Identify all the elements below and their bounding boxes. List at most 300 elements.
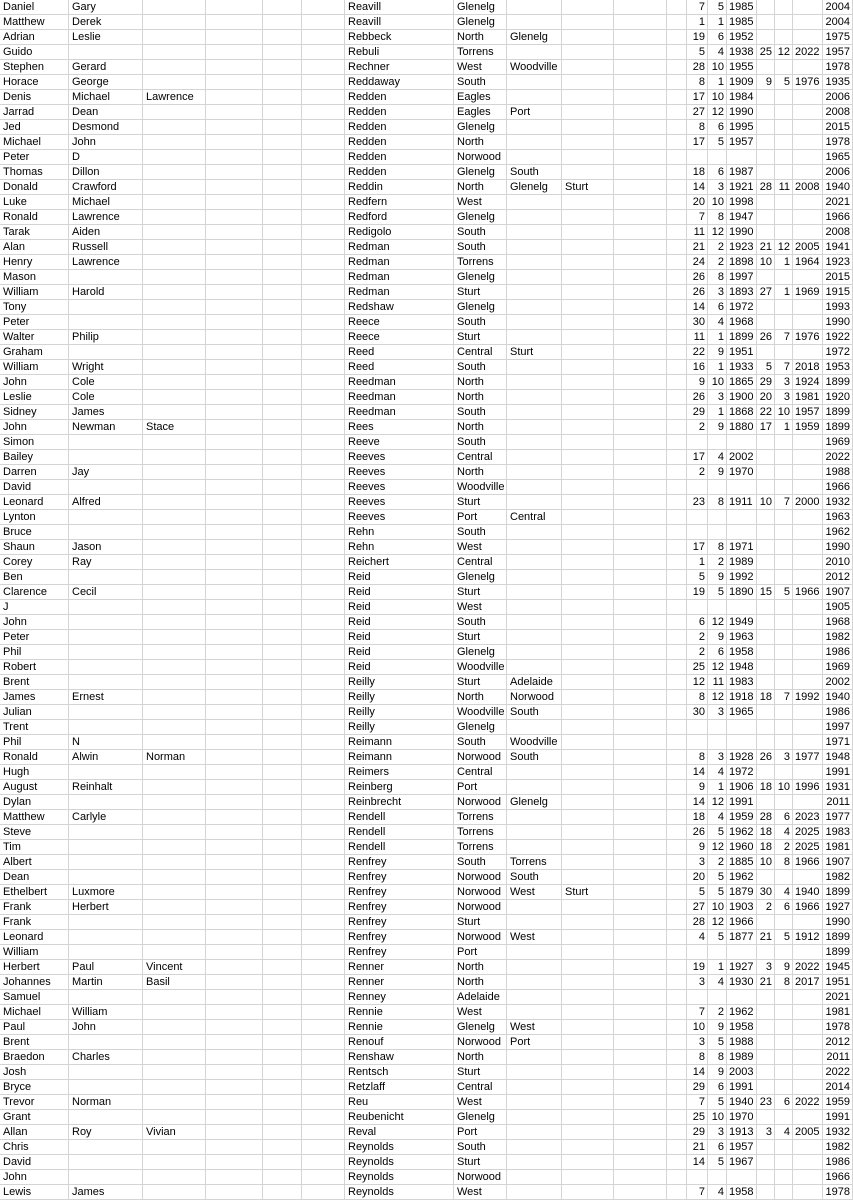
death-day-cell[interactable]: 30	[757, 885, 775, 900]
empty-cell[interactable]	[667, 675, 687, 690]
club-cell[interactable]: South	[454, 1140, 507, 1155]
death-year-cell[interactable]	[793, 555, 823, 570]
club-3-cell[interactable]	[562, 675, 614, 690]
debut-year-cell[interactable]: 2006	[823, 90, 853, 105]
middle-name-cell[interactable]: Gerard	[69, 60, 143, 75]
middle-name-cell[interactable]	[69, 705, 143, 720]
first-name-cell[interactable]: Ronald	[0, 750, 69, 765]
third-name-cell[interactable]	[143, 810, 206, 825]
empty-cell[interactable]	[667, 165, 687, 180]
death-month-cell[interactable]	[775, 315, 793, 330]
birth-month-cell[interactable]: 5	[708, 930, 727, 945]
empty-cell[interactable]	[302, 615, 345, 630]
first-name-cell[interactable]: Dean	[0, 870, 69, 885]
empty-cell[interactable]	[667, 1095, 687, 1110]
surname-cell[interactable]: Rees	[345, 420, 454, 435]
third-name-cell[interactable]	[143, 885, 206, 900]
death-year-cell[interactable]: 2000	[793, 495, 823, 510]
death-year-cell[interactable]	[793, 270, 823, 285]
death-day-cell[interactable]	[757, 660, 775, 675]
first-name-cell[interactable]: Lewis	[0, 1185, 69, 1200]
surname-cell[interactable]: Reeves	[345, 450, 454, 465]
club-2-cell[interactable]	[507, 240, 562, 255]
middle-name-cell[interactable]	[69, 525, 143, 540]
empty-cell[interactable]	[302, 960, 345, 975]
club-3-cell[interactable]	[562, 105, 614, 120]
middle-name-cell[interactable]	[69, 270, 143, 285]
birth-day-cell[interactable]: 2	[687, 645, 708, 660]
club-2-cell[interactable]	[507, 1185, 562, 1200]
club-3-cell[interactable]	[562, 1005, 614, 1020]
middle-name-cell[interactable]	[69, 345, 143, 360]
empty-cell[interactable]	[614, 60, 667, 75]
club-2-cell[interactable]	[507, 405, 562, 420]
death-month-cell[interactable]	[775, 570, 793, 585]
debut-year-cell[interactable]: 2021	[823, 195, 853, 210]
birth-day-cell[interactable]: 28	[687, 915, 708, 930]
birth-month-cell[interactable]	[708, 525, 727, 540]
debut-year-cell[interactable]: 1899	[823, 885, 853, 900]
birth-month-cell[interactable]: 4	[708, 810, 727, 825]
empty-cell[interactable]	[206, 690, 263, 705]
club-3-cell[interactable]	[562, 195, 614, 210]
birth-year-cell[interactable]: 1899	[727, 330, 757, 345]
empty-cell[interactable]	[206, 105, 263, 120]
death-month-cell[interactable]	[775, 105, 793, 120]
empty-cell[interactable]	[263, 825, 302, 840]
first-name-cell[interactable]: Darren	[0, 465, 69, 480]
death-month-cell[interactable]	[775, 1185, 793, 1200]
death-month-cell[interactable]: 8	[775, 975, 793, 990]
empty-cell[interactable]	[614, 765, 667, 780]
birth-year-cell[interactable]: 1938	[727, 45, 757, 60]
empty-cell[interactable]	[206, 660, 263, 675]
club-3-cell[interactable]	[562, 645, 614, 660]
birth-month-cell[interactable]	[708, 945, 727, 960]
debut-year-cell[interactable]: 1969	[823, 660, 853, 675]
birth-day-cell[interactable]: 17	[687, 450, 708, 465]
empty-cell[interactable]	[206, 540, 263, 555]
death-month-cell[interactable]	[775, 435, 793, 450]
birth-day-cell[interactable]: 18	[687, 165, 708, 180]
club-2-cell[interactable]	[507, 915, 562, 930]
middle-name-cell[interactable]: Norman	[69, 1095, 143, 1110]
death-month-cell[interactable]: 1	[775, 420, 793, 435]
middle-name-cell[interactable]: Harold	[69, 285, 143, 300]
debut-year-cell[interactable]: 2015	[823, 270, 853, 285]
first-name-cell[interactable]: Ben	[0, 570, 69, 585]
birth-month-cell[interactable]: 10	[708, 375, 727, 390]
middle-name-cell[interactable]	[69, 945, 143, 960]
empty-cell[interactable]	[206, 330, 263, 345]
death-day-cell[interactable]	[757, 615, 775, 630]
death-year-cell[interactable]: 2025	[793, 825, 823, 840]
death-year-cell[interactable]	[793, 540, 823, 555]
club-3-cell[interactable]	[562, 540, 614, 555]
empty-cell[interactable]	[263, 345, 302, 360]
third-name-cell[interactable]	[143, 435, 206, 450]
club-2-cell[interactable]	[507, 360, 562, 375]
birth-month-cell[interactable]	[708, 1170, 727, 1185]
death-month-cell[interactable]: 12	[775, 240, 793, 255]
middle-name-cell[interactable]	[69, 1140, 143, 1155]
middle-name-cell[interactable]	[69, 765, 143, 780]
debut-year-cell[interactable]: 1951	[823, 975, 853, 990]
debut-year-cell[interactable]: 2008	[823, 105, 853, 120]
empty-cell[interactable]	[206, 1035, 263, 1050]
club-3-cell[interactable]	[562, 705, 614, 720]
birth-day-cell[interactable]: 14	[687, 180, 708, 195]
death-year-cell[interactable]: 1959	[793, 420, 823, 435]
birth-month-cell[interactable]: 9	[708, 465, 727, 480]
debut-year-cell[interactable]: 1899	[823, 375, 853, 390]
surname-cell[interactable]: Reu	[345, 1095, 454, 1110]
death-month-cell[interactable]	[775, 1170, 793, 1185]
empty-cell[interactable]	[302, 30, 345, 45]
surname-cell[interactable]: Reid	[345, 585, 454, 600]
club-cell[interactable]: North	[454, 180, 507, 195]
club-cell[interactable]: West	[454, 1185, 507, 1200]
club-3-cell[interactable]	[562, 165, 614, 180]
club-2-cell[interactable]	[507, 75, 562, 90]
empty-cell[interactable]	[667, 450, 687, 465]
empty-cell[interactable]	[667, 825, 687, 840]
club-cell[interactable]: Sturt	[454, 285, 507, 300]
birth-day-cell[interactable]: 26	[687, 825, 708, 840]
empty-cell[interactable]	[667, 795, 687, 810]
birth-year-cell[interactable]: 1963	[727, 630, 757, 645]
club-cell[interactable]: Sturt	[454, 330, 507, 345]
birth-month-cell[interactable]: 8	[708, 495, 727, 510]
empty-cell[interactable]	[206, 405, 263, 420]
third-name-cell[interactable]	[143, 615, 206, 630]
debut-year-cell[interactable]: 1978	[823, 135, 853, 150]
death-year-cell[interactable]	[793, 150, 823, 165]
death-month-cell[interactable]: 5	[775, 930, 793, 945]
third-name-cell[interactable]	[143, 570, 206, 585]
third-name-cell[interactable]: Vivian	[143, 1125, 206, 1140]
debut-year-cell[interactable]: 1990	[823, 540, 853, 555]
debut-year-cell[interactable]: 1940	[823, 180, 853, 195]
club-3-cell[interactable]	[562, 690, 614, 705]
birth-month-cell[interactable]: 4	[708, 450, 727, 465]
third-name-cell[interactable]	[143, 840, 206, 855]
empty-cell[interactable]	[302, 390, 345, 405]
birth-day-cell[interactable]: 7	[687, 1005, 708, 1020]
empty-cell[interactable]	[263, 255, 302, 270]
birth-day-cell[interactable]: 25	[687, 1110, 708, 1125]
death-day-cell[interactable]: 9	[757, 75, 775, 90]
death-year-cell[interactable]: 2005	[793, 1125, 823, 1140]
empty-cell[interactable]	[206, 975, 263, 990]
empty-cell[interactable]	[302, 270, 345, 285]
club-cell[interactable]: Port	[454, 945, 507, 960]
middle-name-cell[interactable]: Martin	[69, 975, 143, 990]
club-3-cell[interactable]	[562, 870, 614, 885]
death-month-cell[interactable]: 3	[775, 750, 793, 765]
club-cell[interactable]: Norwood	[454, 885, 507, 900]
middle-name-cell[interactable]	[69, 930, 143, 945]
middle-name-cell[interactable]	[69, 45, 143, 60]
death-day-cell[interactable]	[757, 600, 775, 615]
empty-cell[interactable]	[614, 1065, 667, 1080]
first-name-cell[interactable]: Stephen	[0, 60, 69, 75]
death-year-cell[interactable]	[793, 705, 823, 720]
club-2-cell[interactable]: Central	[507, 510, 562, 525]
debut-year-cell[interactable]: 1978	[823, 1185, 853, 1200]
surname-cell[interactable]: Reece	[345, 315, 454, 330]
empty-cell[interactable]	[263, 855, 302, 870]
empty-cell[interactable]	[206, 960, 263, 975]
club-3-cell[interactable]	[562, 825, 614, 840]
club-2-cell[interactable]: Sturt	[507, 345, 562, 360]
middle-name-cell[interactable]: Carlyle	[69, 810, 143, 825]
empty-cell[interactable]	[614, 435, 667, 450]
club-3-cell[interactable]	[562, 600, 614, 615]
debut-year-cell[interactable]: 1922	[823, 330, 853, 345]
empty-cell[interactable]	[667, 1005, 687, 1020]
third-name-cell[interactable]	[143, 480, 206, 495]
club-3-cell[interactable]	[562, 765, 614, 780]
first-name-cell[interactable]: Corey	[0, 555, 69, 570]
first-name-cell[interactable]: Herbert	[0, 960, 69, 975]
first-name-cell[interactable]: Jarrad	[0, 105, 69, 120]
debut-year-cell[interactable]: 1923	[823, 255, 853, 270]
birth-day-cell[interactable]: 21	[687, 240, 708, 255]
death-day-cell[interactable]: 29	[757, 375, 775, 390]
empty-cell[interactable]	[206, 495, 263, 510]
first-name-cell[interactable]: William	[0, 945, 69, 960]
debut-year-cell[interactable]: 1907	[823, 855, 853, 870]
empty-cell[interactable]	[667, 1170, 687, 1185]
death-month-cell[interactable]: 1	[775, 255, 793, 270]
birth-day-cell[interactable]: 19	[687, 585, 708, 600]
debut-year-cell[interactable]: 2006	[823, 165, 853, 180]
middle-name-cell[interactable]: D	[69, 150, 143, 165]
surname-cell[interactable]: Reinberg	[345, 780, 454, 795]
surname-cell[interactable]: Reynolds	[345, 1170, 454, 1185]
death-year-cell[interactable]	[793, 1050, 823, 1065]
club-cell[interactable]: West	[454, 195, 507, 210]
club-2-cell[interactable]	[507, 810, 562, 825]
empty-cell[interactable]	[263, 945, 302, 960]
empty-cell[interactable]	[667, 750, 687, 765]
birth-month-cell[interactable]: 2	[708, 855, 727, 870]
empty-cell[interactable]	[206, 615, 263, 630]
death-month-cell[interactable]	[775, 90, 793, 105]
club-3-cell[interactable]	[562, 960, 614, 975]
birth-day-cell[interactable]: 14	[687, 300, 708, 315]
empty-cell[interactable]	[667, 375, 687, 390]
surname-cell[interactable]: Redman	[345, 285, 454, 300]
empty-cell[interactable]	[302, 1125, 345, 1140]
club-2-cell[interactable]	[507, 660, 562, 675]
empty-cell[interactable]	[614, 120, 667, 135]
club-2-cell[interactable]	[507, 555, 562, 570]
empty-cell[interactable]	[263, 645, 302, 660]
death-year-cell[interactable]	[793, 60, 823, 75]
empty-cell[interactable]	[263, 765, 302, 780]
club-2-cell[interactable]	[507, 90, 562, 105]
death-year-cell[interactable]	[793, 765, 823, 780]
first-name-cell[interactable]: Horace	[0, 75, 69, 90]
empty-cell[interactable]	[667, 690, 687, 705]
club-2-cell[interactable]	[507, 945, 562, 960]
empty-cell[interactable]	[206, 705, 263, 720]
death-year-cell[interactable]	[793, 30, 823, 45]
empty-cell[interactable]	[263, 570, 302, 585]
birth-month-cell[interactable]: 12	[708, 105, 727, 120]
death-day-cell[interactable]: 22	[757, 405, 775, 420]
death-month-cell[interactable]: 1	[775, 285, 793, 300]
empty-cell[interactable]	[667, 15, 687, 30]
third-name-cell[interactable]	[143, 180, 206, 195]
third-name-cell[interactable]	[143, 735, 206, 750]
surname-cell[interactable]: Reimann	[345, 735, 454, 750]
club-2-cell[interactable]	[507, 720, 562, 735]
death-day-cell[interactable]	[757, 1020, 775, 1035]
empty-cell[interactable]	[263, 810, 302, 825]
third-name-cell[interactable]	[143, 600, 206, 615]
empty-cell[interactable]	[614, 405, 667, 420]
birth-year-cell[interactable]: 1997	[727, 270, 757, 285]
debut-year-cell[interactable]: 2004	[823, 15, 853, 30]
middle-name-cell[interactable]	[69, 1110, 143, 1125]
club-cell[interactable]: Woodville	[454, 660, 507, 675]
surname-cell[interactable]: Redden	[345, 165, 454, 180]
death-month-cell[interactable]	[775, 195, 793, 210]
empty-cell[interactable]	[206, 810, 263, 825]
club-cell[interactable]: North	[454, 465, 507, 480]
empty-cell[interactable]	[614, 555, 667, 570]
middle-name-cell[interactable]: William	[69, 1005, 143, 1020]
death-day-cell[interactable]: 3	[757, 960, 775, 975]
empty-cell[interactable]	[614, 810, 667, 825]
first-name-cell[interactable]: Denis	[0, 90, 69, 105]
birth-month-cell[interactable]: 5	[708, 135, 727, 150]
death-year-cell[interactable]	[793, 0, 823, 15]
birth-day-cell[interactable]: 2	[687, 420, 708, 435]
death-year-cell[interactable]	[793, 795, 823, 810]
club-2-cell[interactable]: Woodville	[507, 735, 562, 750]
empty-cell[interactable]	[263, 180, 302, 195]
empty-cell[interactable]	[206, 1005, 263, 1020]
third-name-cell[interactable]	[143, 930, 206, 945]
birth-year-cell[interactable]: 1970	[727, 1110, 757, 1125]
third-name-cell[interactable]	[143, 495, 206, 510]
death-day-cell[interactable]	[757, 15, 775, 30]
debut-year-cell[interactable]: 2011	[823, 795, 853, 810]
death-day-cell[interactable]: 21	[757, 975, 775, 990]
debut-year-cell[interactable]: 2022	[823, 450, 853, 465]
middle-name-cell[interactable]: Derek	[69, 15, 143, 30]
death-day-cell[interactable]: 18	[757, 825, 775, 840]
death-year-cell[interactable]	[793, 15, 823, 30]
empty-cell[interactable]	[206, 30, 263, 45]
death-month-cell[interactable]: 9	[775, 960, 793, 975]
club-cell[interactable]: Glenelg	[454, 570, 507, 585]
first-name-cell[interactable]: Guido	[0, 45, 69, 60]
surname-cell[interactable]: Reid	[345, 570, 454, 585]
first-name-cell[interactable]: James	[0, 690, 69, 705]
empty-cell[interactable]	[614, 540, 667, 555]
club-cell[interactable]: West	[454, 540, 507, 555]
debut-year-cell[interactable]: 1975	[823, 30, 853, 45]
first-name-cell[interactable]: August	[0, 780, 69, 795]
club-cell[interactable]: North	[454, 975, 507, 990]
debut-year-cell[interactable]: 1982	[823, 870, 853, 885]
death-year-cell[interactable]	[793, 1170, 823, 1185]
empty-cell[interactable]	[667, 465, 687, 480]
empty-cell[interactable]	[263, 15, 302, 30]
debut-year-cell[interactable]: 1981	[823, 840, 853, 855]
empty-cell[interactable]	[302, 945, 345, 960]
empty-cell[interactable]	[667, 735, 687, 750]
death-month-cell[interactable]: 11	[775, 180, 793, 195]
first-name-cell[interactable]: Bailey	[0, 450, 69, 465]
empty-cell[interactable]	[206, 585, 263, 600]
death-month-cell[interactable]	[775, 645, 793, 660]
surname-cell[interactable]: Redden	[345, 135, 454, 150]
debut-year-cell[interactable]: 1965	[823, 150, 853, 165]
empty-cell[interactable]	[302, 1020, 345, 1035]
debut-year-cell[interactable]: 1932	[823, 495, 853, 510]
empty-cell[interactable]	[206, 270, 263, 285]
middle-name-cell[interactable]	[69, 990, 143, 1005]
birth-day-cell[interactable]: 19	[687, 960, 708, 975]
third-name-cell[interactable]	[143, 540, 206, 555]
death-day-cell[interactable]	[757, 795, 775, 810]
empty-cell[interactable]	[614, 105, 667, 120]
birth-month-cell[interactable]	[708, 720, 727, 735]
first-name-cell[interactable]: Frank	[0, 900, 69, 915]
birth-day-cell[interactable]: 20	[687, 195, 708, 210]
death-month-cell[interactable]: 4	[775, 1125, 793, 1140]
empty-cell[interactable]	[667, 225, 687, 240]
third-name-cell[interactable]	[143, 30, 206, 45]
debut-year-cell[interactable]: 1957	[823, 45, 853, 60]
empty-cell[interactable]	[206, 1095, 263, 1110]
third-name-cell[interactable]	[143, 1080, 206, 1095]
empty-cell[interactable]	[667, 660, 687, 675]
third-name-cell[interactable]	[143, 990, 206, 1005]
birth-month-cell[interactable]: 3	[708, 750, 727, 765]
birth-day-cell[interactable]	[687, 990, 708, 1005]
birth-year-cell[interactable]	[727, 525, 757, 540]
middle-name-cell[interactable]: Luxmore	[69, 885, 143, 900]
first-name-cell[interactable]: Donald	[0, 180, 69, 195]
debut-year-cell[interactable]: 1978	[823, 1020, 853, 1035]
club-3-cell[interactable]	[562, 855, 614, 870]
empty-cell[interactable]	[302, 705, 345, 720]
birth-month-cell[interactable]: 12	[708, 660, 727, 675]
death-month-cell[interactable]: 10	[775, 780, 793, 795]
empty-cell[interactable]	[206, 645, 263, 660]
first-name-cell[interactable]: Brent	[0, 675, 69, 690]
middle-name-cell[interactable]	[69, 435, 143, 450]
empty-cell[interactable]	[614, 1140, 667, 1155]
empty-cell[interactable]	[614, 960, 667, 975]
club-cell[interactable]: South	[454, 435, 507, 450]
club-cell[interactable]: North	[454, 375, 507, 390]
empty-cell[interactable]	[614, 90, 667, 105]
birth-day-cell[interactable]: 25	[687, 660, 708, 675]
death-month-cell[interactable]	[775, 1080, 793, 1095]
empty-cell[interactable]	[302, 765, 345, 780]
third-name-cell[interactable]	[143, 1155, 206, 1170]
empty-cell[interactable]	[206, 150, 263, 165]
empty-cell[interactable]	[667, 360, 687, 375]
